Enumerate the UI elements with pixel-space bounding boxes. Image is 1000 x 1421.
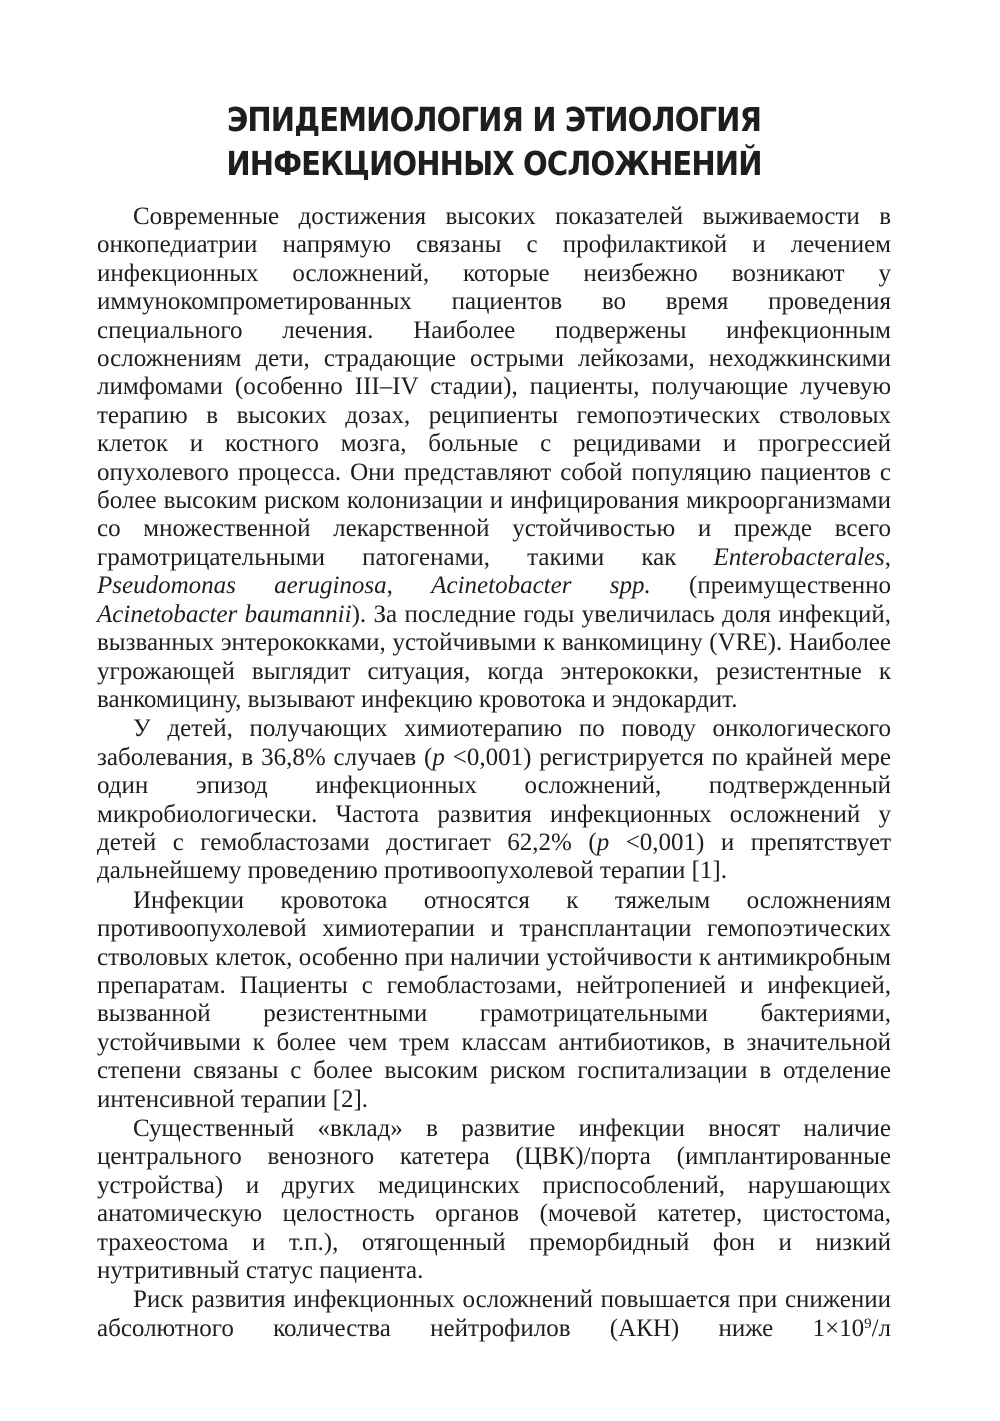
paragraph-1-sep-1: ,	[884, 543, 891, 571]
p-value-symbol-1: p	[432, 743, 445, 771]
paragraph-5-text-b: /л	[871, 1314, 891, 1342]
article-body	[97, 203, 891, 1343]
page-title	[145, 98, 844, 186]
taxon-enterobacterales: Enterobacterales	[713, 543, 885, 571]
paragraph-5-text-a: Риск развития инфекционных осложнений повышается при снижении абсолютного количества нейтрофилов (АКН) ниже 1×10	[97, 1286, 891, 1342]
paragraph-1-text-a: Современные достижения высоких показателей выживаемости в онкопедиатрии напрямую связаны с профилактикой и лечением инфекционных осложнений, которые неизбежно возникают у иммунокомпрометированных пациентов во время проведения специального лечения. Наиболее подвержены инфекционным осложнениям дети, страдающие острыми лейкозами, неходжкинскими лимфомами (особенно III–IV стадии), пациенты, получающие лучевую терапию в высоких дозах, реципиенты гемопоэтических стволовых клеток и костного мозга, больные с рецидивами и прогрессией опухолевого процесса. Они представляют собой популяцию пациентов с более высоким риском колонизации и инфицирования микроорганизмами со множественной лекарственной устойчивостью и прежде всего грамотрицательными патогенами, такими как	[97, 203, 891, 571]
taxon-acinetobacter-spp: Acinetobacter spp.	[431, 572, 651, 600]
paragraph-2	[97, 715, 891, 885]
paragraph-2-text-c: <0,001) и препятствует дальнейшему проведению противоопухолевой терапии [1].	[97, 828, 891, 885]
page-title-line-1: ЭПИДЕМИОЛОГИЯ И ЭТИОЛОГИЯ	[226, 100, 762, 139]
paragraph-4: Существенный «вклад» в развитие инфекции вносят наличие центрального венозного катетера (ЦВК)/порта (имплантированные устройства) и других медицинских приспособлений, нарушающих анатомическую целостность органов (мочевой катетер, цистостома, трахеостома и т.п.), отягощенный преморбидный фон и низкий нутритивный статус пациента.	[97, 1115, 891, 1285]
page-title-line-2: ИНФЕКЦИОННЫХ ОСЛОЖНЕНИЙ	[226, 144, 762, 183]
exponent-9: 9	[864, 1315, 872, 1332]
paragraph-1-sep-3: (преимущественно	[650, 572, 892, 600]
paragraph-2-text-b: <0,001) регистрируется по крайней мере один эпизод инфекционных осложнений, подтвержденный микробиологически. Частота развития инфекционных осложнений у детей с гемобластозами достигает 62,2% (	[97, 743, 891, 856]
taxon-pseudomonas-aeruginosa: Pseudomonas aeruginosa	[97, 572, 387, 600]
paragraph-1-sep-2: ,	[386, 572, 432, 600]
page-content	[97, 98, 891, 1343]
paragraph-5	[97, 1286, 891, 1343]
paragraph-1	[97, 203, 891, 714]
taxon-acinetobacter-baumannii: Acinetobacter baumannii	[97, 600, 352, 628]
p-value-symbol-2: p	[596, 828, 610, 856]
paragraph-1-text-b: ). За последние годы увеличилась доля инфекций, вызванных энтерококками, устойчивыми к ванкомицину (VRE). Наиболее угрожающей выглядит ситуация, когда энтерококки, резистентные к ванкомицину, вызывают инфекцию кровотока и эндокардит.	[97, 600, 891, 713]
paragraph-2-text-a: У детей, получающих химиотерапию по поводу онкологического заболевания, в 36,8% случаев (	[97, 715, 891, 771]
paragraph-3: Инфекции кровотока относятся к тяжелым осложнениям противоопухолевой химиотерапии и трансплантации гемопоэтических стволовых клеток, особенно при наличии устойчивости к антимикробным препаратам. Пациенты с гемобластозами, нейтропенией и инфекцией, вызванной резистентными грамотрицательными бактериями, устойчивыми к более чем трем классам антибиотиков, в значительной степени связаны с более высоким риском госпитализации в отделение интенсивной терапии [2].	[97, 886, 891, 1113]
